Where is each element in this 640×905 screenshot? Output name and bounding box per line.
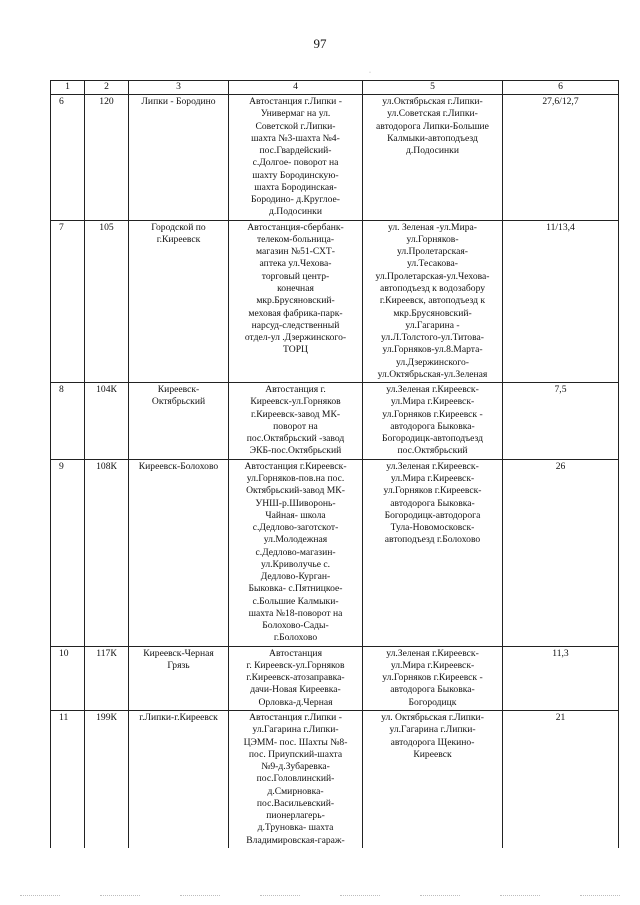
cell-line: шахта №18-поворот на: [248, 607, 343, 619]
cell-col-5: [363, 220, 503, 382]
cell-line: Киреевск-: [157, 384, 200, 396]
cell-line: пос.Октябрьский -завод: [246, 433, 345, 445]
cell-col-6: 11/13,4: [503, 220, 619, 382]
cell-line: с.Дедлово-заготскот-: [252, 522, 339, 534]
cell-line: Автостанция-сбербанк-: [247, 221, 344, 233]
cell-line: отдел-ул .Дзержинского-: [244, 332, 347, 344]
cell-line: ЭКБ-пос.Октябрьский: [249, 445, 342, 457]
cell-col-2: 104К: [85, 383, 129, 460]
cell-line: автодорога Быковка-: [390, 684, 475, 696]
cell-line: д.Подосинки: [269, 206, 322, 218]
cell-col-2: 117К: [85, 646, 129, 710]
cell-line: меховая фабрика-парк-: [248, 307, 343, 319]
cell-line: г.Липки-г.Киреевск: [139, 712, 218, 724]
cell-line: Богородицк-автодорога: [384, 509, 481, 521]
cell-col-5: [363, 383, 503, 460]
header-col-2: 2: [85, 81, 129, 95]
header-col-6: 6: [503, 81, 619, 95]
header-col-1: 1: [51, 81, 85, 95]
cell-line: ул.Гагарина г.Липки-: [389, 724, 476, 736]
cell-line: Чайная- школа: [265, 509, 326, 521]
header-col-3: 3: [129, 81, 229, 95]
cell-line: шахту Бородинскую-: [252, 169, 339, 181]
cell-line: ул.Пролетарская-: [396, 246, 468, 258]
cell-line: г.Киреевск, автоподъезд к: [379, 295, 486, 307]
cell-col-1: 8: [51, 383, 85, 460]
cell-line: автодорога Быковка-: [390, 420, 475, 432]
cell-col-4: [229, 646, 363, 710]
cell-line: автоподъезд г.Болохово: [384, 534, 481, 546]
cell-line: ул.Мира г.Киреевск-: [390, 396, 475, 408]
cell-line: Автостанция г.Киреевск-: [244, 460, 347, 472]
cell-line: ул.Горняков г.Киреевск-: [383, 485, 482, 497]
cell-col-6: 21: [503, 711, 619, 848]
cell-line: ул.Гагарина -: [405, 319, 460, 331]
cell-col-4: [229, 95, 363, 221]
cell-line: автодорога Щекино-: [390, 736, 475, 748]
cell-line: Калмыки-автоподъезд: [387, 132, 478, 144]
cell-line: Универмаг на ул.: [260, 108, 331, 120]
cell-line: д.Смирновка-: [267, 785, 324, 797]
cell-line: автоподъезд к водозабору: [379, 282, 486, 294]
cell-line: ул.Л.Толстого-ул.Титова-: [381, 332, 484, 344]
cell-line: мкр.Брусяновский-: [256, 295, 335, 307]
cell-line: Автостанция г.Липки -: [249, 96, 342, 107]
cell-line: торговый центр-: [261, 270, 330, 282]
cell-col-5: [363, 646, 503, 710]
routes-table: [50, 80, 619, 848]
cell-line: Автостанция г.: [265, 384, 326, 396]
table-row: [51, 220, 619, 382]
table-row: [51, 459, 619, 646]
cell-line: конечная: [277, 282, 314, 294]
cell-line: ул.Горняков-: [406, 233, 459, 245]
cell-line: пос.Октябрьский: [397, 445, 468, 457]
cell-line: Киреевск-Болохово: [138, 460, 219, 472]
cell-col-2: 199К: [85, 711, 129, 848]
cell-col-6: 11,3: [503, 646, 619, 710]
cell-line: ул.Тесакова-: [406, 258, 458, 270]
cell-line: Липки - Бородино: [141, 96, 216, 107]
cell-line: автодорога Липки-Большие: [376, 120, 489, 132]
cell-col-5: [363, 459, 503, 646]
cell-line: ул.Горняков г.Киреевск -: [382, 672, 483, 684]
cell-col-1: 9: [51, 459, 85, 646]
cell-line: шахта Бородинская-: [254, 181, 337, 193]
cell-line: автодорога Быковка-: [390, 497, 475, 509]
cell-col-5: [363, 711, 503, 848]
cell-line: УНШ-р.Шиворонь-: [255, 497, 336, 509]
cell-col-1: 6: [51, 95, 85, 221]
cell-line: пос.Головлинский-: [256, 773, 335, 785]
scan-edge-artifacts: [0, 895, 640, 899]
header-col-4: 4: [229, 81, 363, 95]
cell-line: нарсуд-следственный: [251, 319, 340, 331]
cell-line: г.Болохово: [273, 632, 318, 644]
cell-line: ТОРЦ: [283, 344, 308, 356]
table-header-row: [51, 81, 619, 95]
cell-line: Дедлово-Курган-: [260, 571, 331, 583]
cell-line: шахта №3-шахта №4-: [251, 132, 340, 144]
cell-col-4: [229, 220, 363, 382]
cell-line: магазин №51-СХТ-: [256, 246, 335, 258]
cell-col-1: 10: [51, 646, 85, 710]
cell-line: Городской по: [151, 221, 206, 233]
cell-line: пос.Гвардейский-: [259, 145, 332, 157]
cell-line: ЦЭММ- пос. Шахты №8-: [243, 736, 348, 748]
cell-line: ул.Зеленая г.Киреевск-: [386, 460, 479, 472]
cell-line: г.Киреевск-атозаправка-: [246, 672, 345, 684]
page-number: 97: [313, 36, 327, 51]
cell-line: ул.Октябрьская г.Липки-: [382, 96, 483, 107]
cell-line: ул. Октябрьская г.Липки-: [381, 712, 484, 724]
cell-line: мкр.Брусяновский-: [393, 307, 472, 319]
cell-line: д.Подосинки: [406, 145, 459, 157]
cell-line: г.Киреевск: [156, 233, 201, 245]
cell-line: Богородицк-автоподъезд: [382, 433, 483, 445]
cell-line: ул.Горняков-пов.на пос.: [246, 472, 345, 484]
table-row: [51, 646, 619, 710]
cell-col-6: 7,5: [503, 383, 619, 460]
cell-line: Киреевск-ул.Горняков: [250, 396, 341, 408]
cell-line: Владимировская-гараж-: [246, 834, 345, 846]
cell-col-3: [129, 220, 229, 382]
cell-line: пос. Приупский-шахта: [248, 748, 343, 760]
cell-line: ул.Горняков г.Киреевск -: [382, 408, 483, 420]
cell-col-4: [229, 711, 363, 848]
cell-line: Киреевск: [413, 748, 452, 760]
cell-col-3: [129, 383, 229, 460]
cell-line: Автостанция: [269, 647, 322, 659]
cell-col-4: [229, 459, 363, 646]
cell-line: дачи-Новая Киреевка-: [250, 684, 341, 696]
cell-col-1: 7: [51, 220, 85, 382]
cell-line: д.Труновка- шахта: [257, 822, 334, 834]
cell-line: Быковка- с.Пятницкое-: [248, 583, 343, 595]
cell-line: Киреевск-Черная: [143, 647, 214, 659]
cell-col-3: [129, 646, 229, 710]
cell-line: Бородино- д.Круглое-: [251, 194, 340, 206]
cell-line: ул.Молодежная: [263, 534, 328, 546]
cell-line: Богородицк: [408, 696, 457, 708]
table-row: [51, 383, 619, 460]
cell-line: с.Долгое- поворот на: [252, 157, 339, 169]
cell-line: ул.Зеленая г.Киреевск-: [386, 647, 479, 659]
cell-line: с.Дедлово-магазин-: [255, 546, 336, 558]
cell-line: пионерлагерь-: [266, 810, 325, 822]
cell-col-3: [129, 459, 229, 646]
cell-line: поворот на: [273, 420, 318, 432]
cell-col-4: [229, 383, 363, 460]
cell-line: Советской г.Липки-: [255, 120, 336, 132]
cell-line: с.Большие Калмыки-: [252, 595, 339, 607]
cell-col-2: 108К: [85, 459, 129, 646]
cell-line: ул. Зеленая -ул.Мира-: [388, 221, 477, 233]
cell-line: ул.Горняков-ул.8.Марта-: [382, 344, 483, 356]
table-row: [51, 711, 619, 848]
table-row: [51, 95, 619, 221]
cell-col-3: [129, 95, 229, 221]
cell-line: г. Киреевск-ул.Горняков: [246, 659, 345, 671]
cell-line: №9-д.Зубаревка-: [261, 761, 330, 773]
cell-col-6: 26: [503, 459, 619, 646]
cell-line: ул.Гагарина г.Липки-: [252, 724, 339, 736]
cell-line: г.Киреевск-завод МК-: [250, 408, 341, 420]
cell-col-6: 27,6/12,7: [503, 95, 619, 221]
header-col-5: 5: [363, 81, 503, 95]
cell-col-2: 105: [85, 220, 129, 382]
cell-line: ул.Криволучье с.: [260, 558, 331, 570]
cell-line: ул.Мира г.Киреевск-: [390, 659, 475, 671]
cell-line: Автостанция г.Липки -: [249, 712, 342, 724]
cell-line: аптека ул.Чехова-: [259, 258, 332, 270]
cell-line: ул.Мира г.Киреевск-: [390, 472, 475, 484]
cell-line: ул.Зеленая г.Киреевск-: [386, 384, 479, 396]
cell-line: Грязь: [167, 659, 190, 671]
cell-line: Тула-Новомосковск-: [390, 522, 475, 534]
cell-line: ул.Советская г.Липки-: [387, 108, 478, 120]
scan-mark: ·: [369, 70, 371, 76]
cell-col-5: [363, 95, 503, 221]
cell-col-1: 11: [51, 711, 85, 848]
cell-line: ул.Пролетарская-ул.Чехова-: [375, 270, 490, 282]
cell-line: ул.Дзержинского-: [395, 356, 469, 368]
cell-line: Октябрьский: [151, 396, 206, 408]
cell-line: пос.Васильевский-: [256, 797, 335, 809]
cell-line: телеком-больница-: [256, 233, 335, 245]
cell-line: ул.Октябрьская-ул.Зеленая: [377, 368, 488, 380]
cell-col-3: [129, 711, 229, 848]
cell-line: Орловка-д.Черная: [258, 696, 333, 708]
cell-line: Октябрьский-завод МК-: [246, 485, 345, 497]
cell-col-2: 120: [85, 95, 129, 221]
cell-line: Болохово-Сады-: [262, 620, 329, 632]
